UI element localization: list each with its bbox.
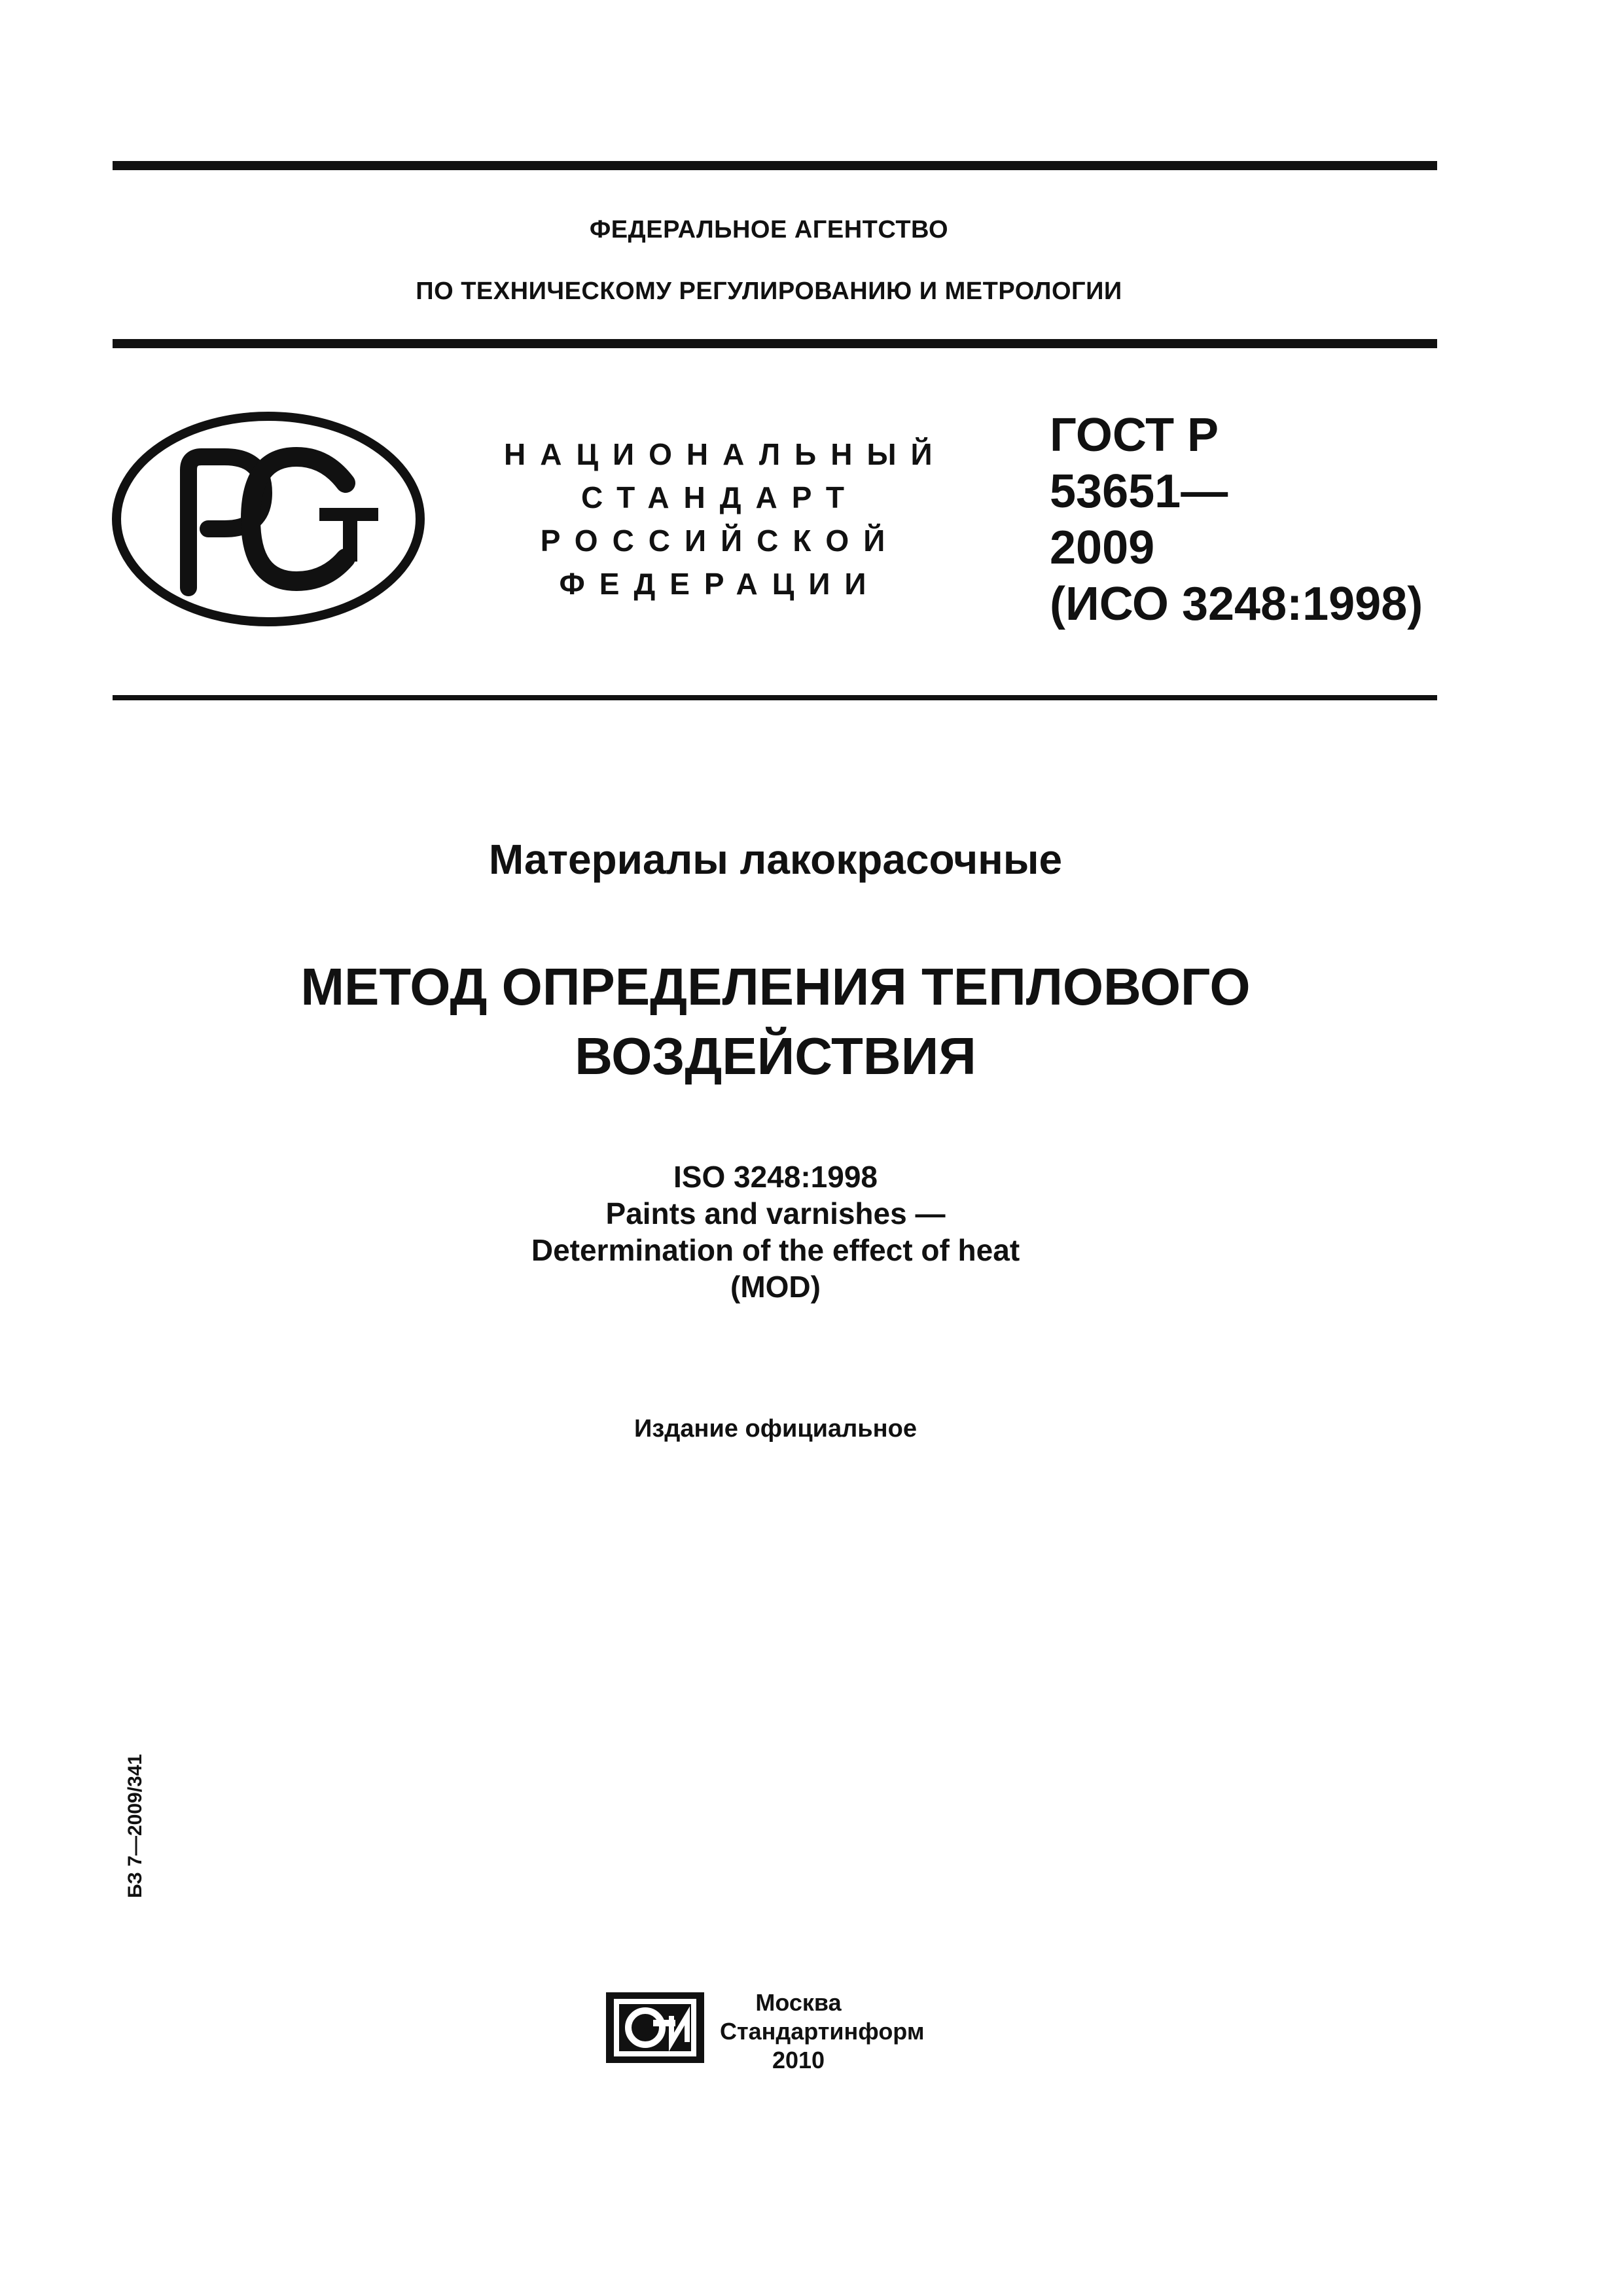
header-bottom-rule <box>113 339 1437 348</box>
iso-reference-line-4: (MOD) <box>730 1270 821 1304</box>
iso-reference-line-1: ISO 3248:1998 <box>673 1160 878 1194</box>
masthead-bottom-rule <box>113 695 1437 700</box>
publisher-block <box>720 1988 925 2075</box>
document-title-line-2: ВОЗДЕЙСТВИЯ <box>575 1027 976 1085</box>
publisher-year: 2010 <box>772 2047 825 2073</box>
iso-reference-line-3: Determination of the effect of heat <box>531 1233 1020 1267</box>
national-standard-line-4: ФЕДЕРАЦИИ <box>559 567 881 601</box>
publisher-name: Стандартинформ <box>720 2018 925 2045</box>
document-title-line-1: МЕТОД ОПРЕДЕЛЕНИЯ ТЕПЛОВОГО <box>300 958 1251 1016</box>
top-rule <box>113 161 1437 170</box>
designation-line-2: 53651— <box>1050 465 1228 518</box>
national-standard-line-1: НАЦИОНАЛЬНЫЙ <box>504 437 947 471</box>
designation-line-3: 2009 <box>1050 522 1155 574</box>
rst-emblem-icon <box>110 411 427 627</box>
edition-label: Издание официальное <box>634 1415 917 1443</box>
standartinform-logo-icon <box>606 1992 704 2063</box>
national-standard-line-3: РОССИЙСКОЙ <box>540 524 900 558</box>
publisher-city: Москва <box>755 1989 842 2016</box>
designation-line-4: (ИСО 3248:1998) <box>1050 578 1423 630</box>
document-subject: Материалы лакокрасочные <box>488 836 1063 883</box>
designation-line-1: ГОСТ Р <box>1050 409 1219 461</box>
iso-reference-line-2: Paints and varnishes — <box>605 1196 946 1230</box>
agency-line-1: ФЕДЕРАЛЬНОЕ АГЕНТСТВО <box>589 216 949 243</box>
side-code-text: БЗ 7—2009/341 <box>124 1753 146 1898</box>
national-standard-line-2: СТАНДАРТ <box>581 480 859 514</box>
agency-line-2: ПО ТЕХНИЧЕСКОМУ РЕГУЛИРОВАНИЮ И МЕТРОЛОГИИ <box>416 278 1122 305</box>
